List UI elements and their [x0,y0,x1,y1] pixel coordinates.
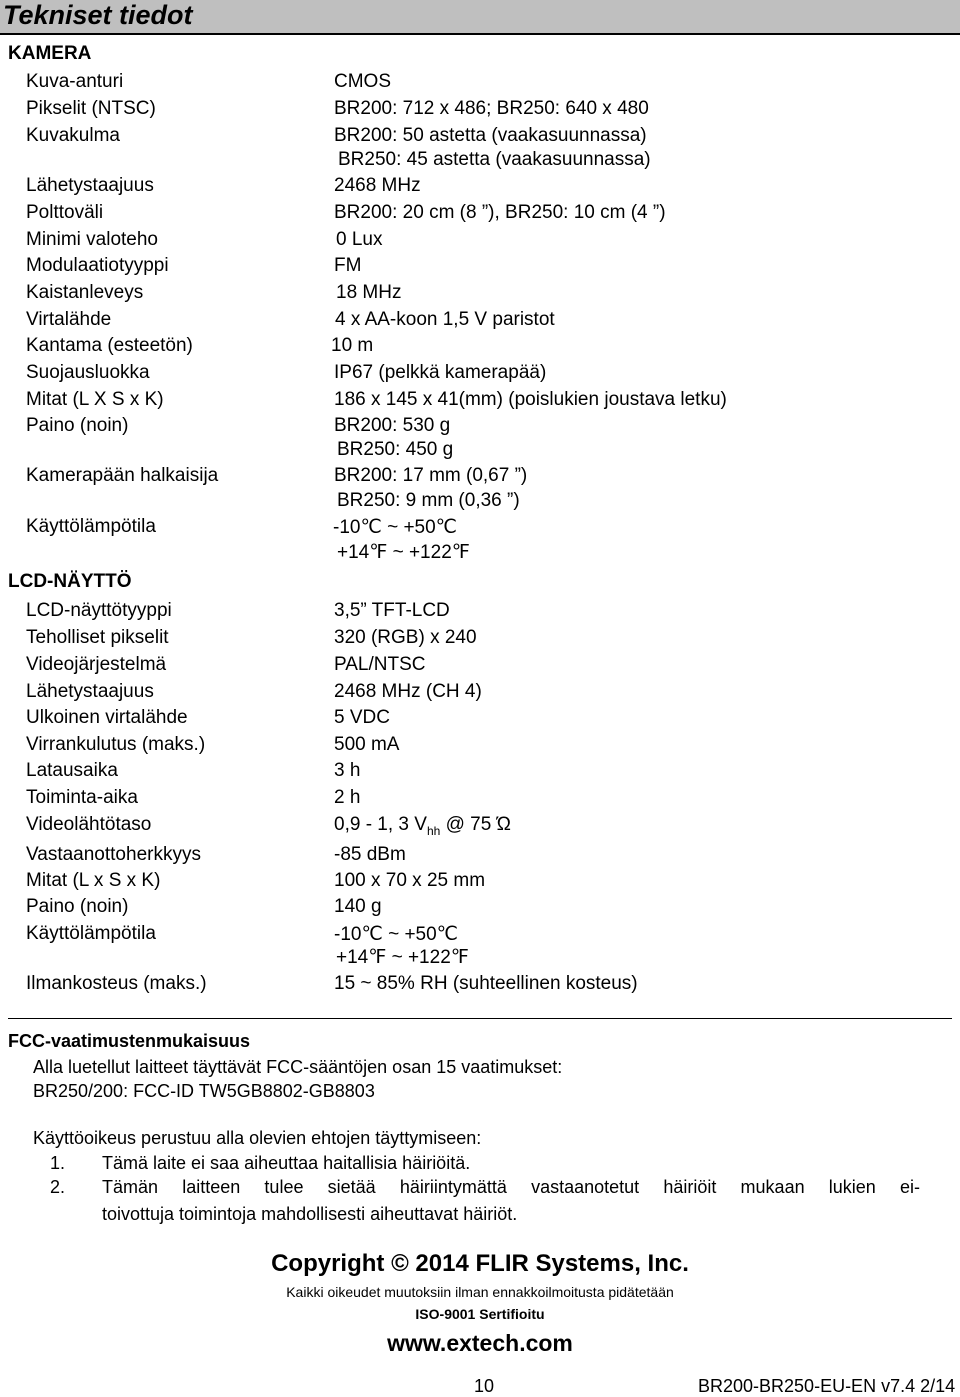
list-number: 2. [50,1177,66,1197]
spec-value: 0 Lux [336,229,383,250]
spec-label: Kamerapään halkaisija [26,465,219,486]
copyright: Copyright © 2014 FLIR Systems, Inc. [271,1250,689,1277]
spec-label: Kuvakulma [26,125,120,146]
video-out-main: 0,9 - 1, 3 V [334,814,427,835]
spec-value: 2468 MHz (CH 4) [334,681,482,702]
spec-value: 140 g [334,896,382,917]
spec-value: -10℃ ~ +50℃ [334,924,459,945]
spec-value: 5 VDC [334,707,390,728]
fcc-line: Alla luetellut laitteet täyttävät FCC-sääntöjen osan 15 vaatimukset: [33,1057,563,1077]
spec-label: Lähetystaajuus [26,681,154,702]
spec-label: Polttoväli [26,202,104,223]
spec-label: LCD-näyttötyyppi [26,600,172,621]
spec-value: 3 h [334,760,361,781]
spec-value: PAL/NTSC [334,654,426,675]
spec-label: Vastaanottoherkkyys [26,844,201,865]
spec-label: Latausaika [26,760,118,781]
section-divider [8,1018,952,1019]
fcc-conditions-intro: Käyttöoikeus perustuu alla olevien ehtojen täyttymiseen: [33,1128,482,1148]
spec-label: Paino (noin) [26,415,129,436]
spec-value: +14℉ ~ +122℉ [336,947,469,968]
spec-label: Virrankulutus (maks.) [26,734,206,755]
spec-value: 100 x 70 x 25 mm [334,870,486,891]
spec-label: Teholliset pikselit [26,627,169,648]
spec-value: IP67 (pelkkä kamerapää) [334,362,547,383]
spec-label: Pikselit (NTSC) [26,98,156,119]
spec-value: 15 ~ 85% RH (suhteellinen kosteus) [334,973,638,994]
spec-value: FM [334,255,362,276]
spec-label: Minimi valoteho [26,229,158,250]
spec-value: BR200: 20 cm (8 ”), BR250: 10 cm (4 ”) [334,202,666,223]
spec-value: -85 dBm [334,844,406,865]
spec-value: BR200: 17 mm (0,67 ”) [334,465,528,486]
spec-value: BR250: 45 astetta (vaakasuunnassa) [338,149,651,170]
spec-value: BR200: 712 x 486; BR250: 640 x 480 [334,98,649,119]
spec-value: 2468 MHz [334,175,421,196]
spec-value: CMOS [334,71,391,92]
spec-label: Kuva-anturi [26,71,124,92]
spec-value: 10 m [331,335,374,356]
spec-label: Toiminta-aika [26,787,138,808]
spec-label: Modulaatiotyyppi [26,255,169,276]
fcc-heading: FCC-vaatimustenmukaisuus [8,1031,251,1051]
title-rule [0,33,960,35]
spec-value: 320 (RGB) x 240 [334,627,477,648]
spec-label: Virtalähde [26,309,112,330]
video-out-tail: @ 75 Ώ [440,814,511,835]
spec-label: Mitat (L X S x K) [26,389,164,410]
spec-value: BR200: 50 astetta (vaakasuunnassa) [334,125,647,146]
camera-heading: KAMERA [8,43,92,64]
spec-label: Suojausluokka [26,362,150,383]
spec-value: 18 MHz [336,282,402,303]
spec-value: BR250: 450 g [337,439,454,460]
spec-label: Mitat (L x S x K) [26,870,161,891]
video-out-subscript: hh [426,823,441,838]
list-item-continuation: toivottuja toimintoja mahdollisesti aiheuttavat häiriöt. [102,1204,518,1224]
spec-value: 2 h [334,787,361,808]
spec-value: 500 mA [334,734,400,755]
spec-value: BR250: 9 mm (0,36 ”) [337,490,520,511]
document-code: BR200-BR250-EU-EN v7.4 2/14 [698,1376,956,1396]
rights-notice: Kaikki oikeudet muutoksiin ilman ennakkoilmoitusta pidätetään [286,1284,674,1300]
spec-label: Ilmankosteus (maks.) [26,973,207,994]
spec-label: Ulkoinen virtalähde [26,707,188,728]
page-title: Tekniset tiedot [0,0,960,33]
spec-label: Käyttölämpötila [26,516,156,537]
spec-label: Videojärjestelmä [26,654,167,675]
spec-value [334,814,511,838]
spec-value: 4 x AA-koon 1,5 V paristot [335,309,555,330]
spec-label: Videolähtötaso [26,814,152,835]
list-number: 1. [50,1153,66,1173]
spec-label: Paino (noin) [26,896,129,917]
spec-label: Käyttölämpötila [26,923,156,944]
page-number: 10 [474,1376,495,1396]
lcd-heading: LCD-NÄYTTÖ [8,571,132,592]
spec-value: BR200: 530 g [334,415,451,436]
fcc-line: BR250/200: FCC-ID TW5GB8802-GB8803 [33,1081,375,1101]
spec-label: Kantama (esteetön) [26,335,193,356]
spec-label: Lähetystaajuus [26,175,154,196]
list-item: Tämän laitteen tulee sietää häiriintymättä vastaanotetut häiriöit mukaan lukien ei- [102,1177,920,1197]
spec-value: -10℃ ~ +50℃ [333,517,458,538]
website-link[interactable]: www.extech.com [387,1330,573,1356]
spec-value: +14℉ ~ +122℉ [337,542,470,563]
spec-value: 3,5” TFT-LCD [334,600,450,621]
spec-label: Kaistanleveys [26,282,144,303]
iso-certification: ISO-9001 Sertifioitu [415,1306,545,1322]
spec-value: 186 x 145 x 41(mm) (poislukien joustava letku) [334,389,727,410]
list-item: Tämä laite ei saa aiheuttaa haitallisia häiriöitä. [102,1153,471,1173]
